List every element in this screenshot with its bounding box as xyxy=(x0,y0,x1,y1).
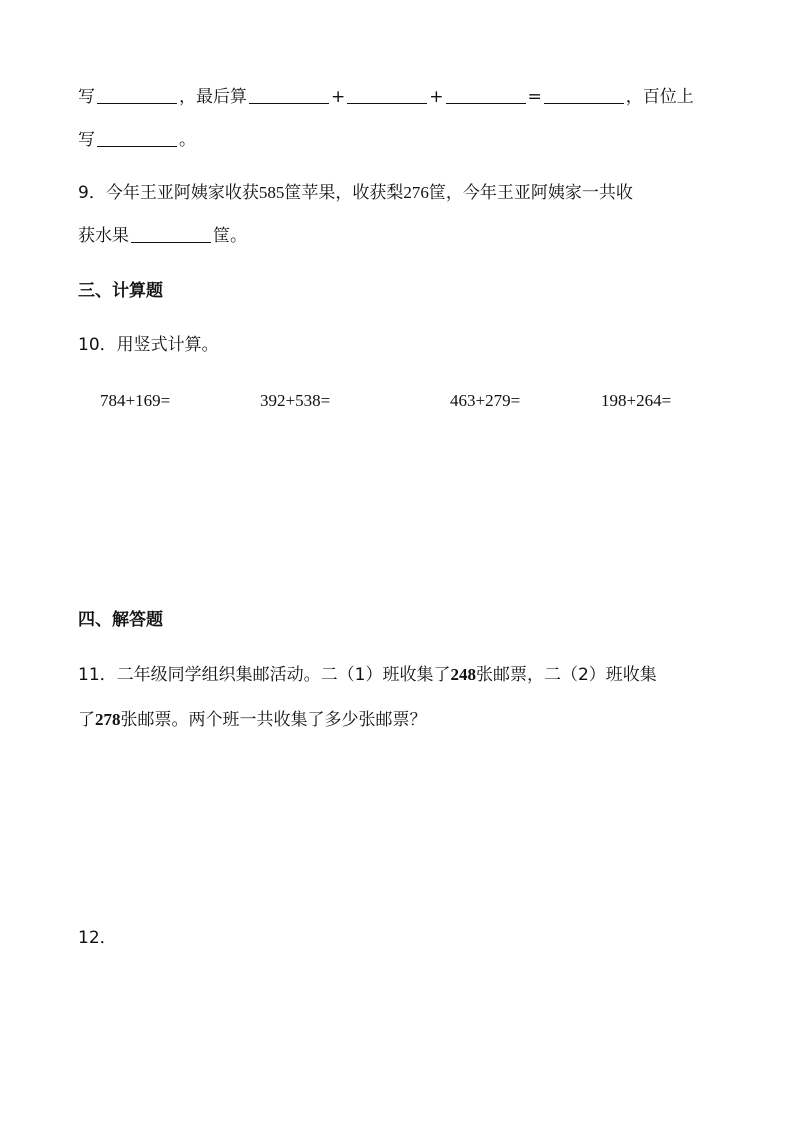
q8-blank-5[interactable] xyxy=(544,85,624,104)
q9-line-2 xyxy=(78,224,247,248)
q9-apples: 585 xyxy=(258,183,285,202)
q8-blank-3[interactable] xyxy=(347,85,427,104)
q8-text-period: 。 xyxy=(179,130,196,150)
q12-label: 12． xyxy=(78,928,117,948)
q8-text-write: 写 xyxy=(78,87,95,107)
q8-plus-1: + xyxy=(331,87,346,107)
section-4-heading: 四、解答题 xyxy=(78,610,163,630)
q10-expression-3: 463+279= xyxy=(450,391,521,410)
q9-text-e: 筐。 xyxy=(213,226,247,246)
q10-expression-1: 784+169= xyxy=(100,391,171,410)
q9-text-a: 9．今年王亚阿姨家收获 xyxy=(78,183,259,203)
q8-equals: = xyxy=(527,87,542,107)
q8-blank-6[interactable] xyxy=(97,128,177,147)
q9-blank[interactable] xyxy=(131,224,211,243)
q8-plus-2: + xyxy=(429,87,444,107)
q11-count-2: 278 xyxy=(95,710,121,729)
section-3-heading: 三、计算题 xyxy=(78,281,163,301)
q11-text-b: 张邮票，二（2）班收集 xyxy=(475,665,657,685)
q8-line-1 xyxy=(78,85,694,109)
q8-text-write-2: 写 xyxy=(78,130,95,150)
q8-text-finally: ，最后算 xyxy=(179,87,247,107)
q8-blank-1[interactable] xyxy=(97,85,177,104)
q8-text-hundreds: ，百位上 xyxy=(625,87,694,107)
q11-text-c: 了 xyxy=(78,710,95,730)
q10-expression-4: 198+264= xyxy=(601,391,672,410)
q11-line-2 xyxy=(78,708,427,732)
q10-expression-2: 392+538= xyxy=(260,391,331,410)
q11-text-d: 张邮票。两个班一共收集了多少张邮票？ xyxy=(120,710,427,730)
q11-count-1: 248 xyxy=(450,665,476,684)
q8-blank-2[interactable] xyxy=(249,85,329,104)
q9-pears: 276 xyxy=(403,183,429,202)
q11-line-1 xyxy=(78,663,657,687)
q10-prompt: 10．用竖式计算。 xyxy=(78,335,219,355)
q9-text-d: 获水果 xyxy=(78,226,129,246)
q9-text-c: 筐，今年王亚阿姨家一共收 xyxy=(428,183,633,203)
q9-text-b: 筐苹果，收获梨 xyxy=(284,183,404,203)
q11-text-a: 11．二年级同学组织集邮活动。二（1）班收集了 xyxy=(78,665,451,685)
q8-line-2 xyxy=(78,128,196,152)
q8-blank-4[interactable] xyxy=(446,85,526,104)
q9-line-1 xyxy=(78,181,633,205)
